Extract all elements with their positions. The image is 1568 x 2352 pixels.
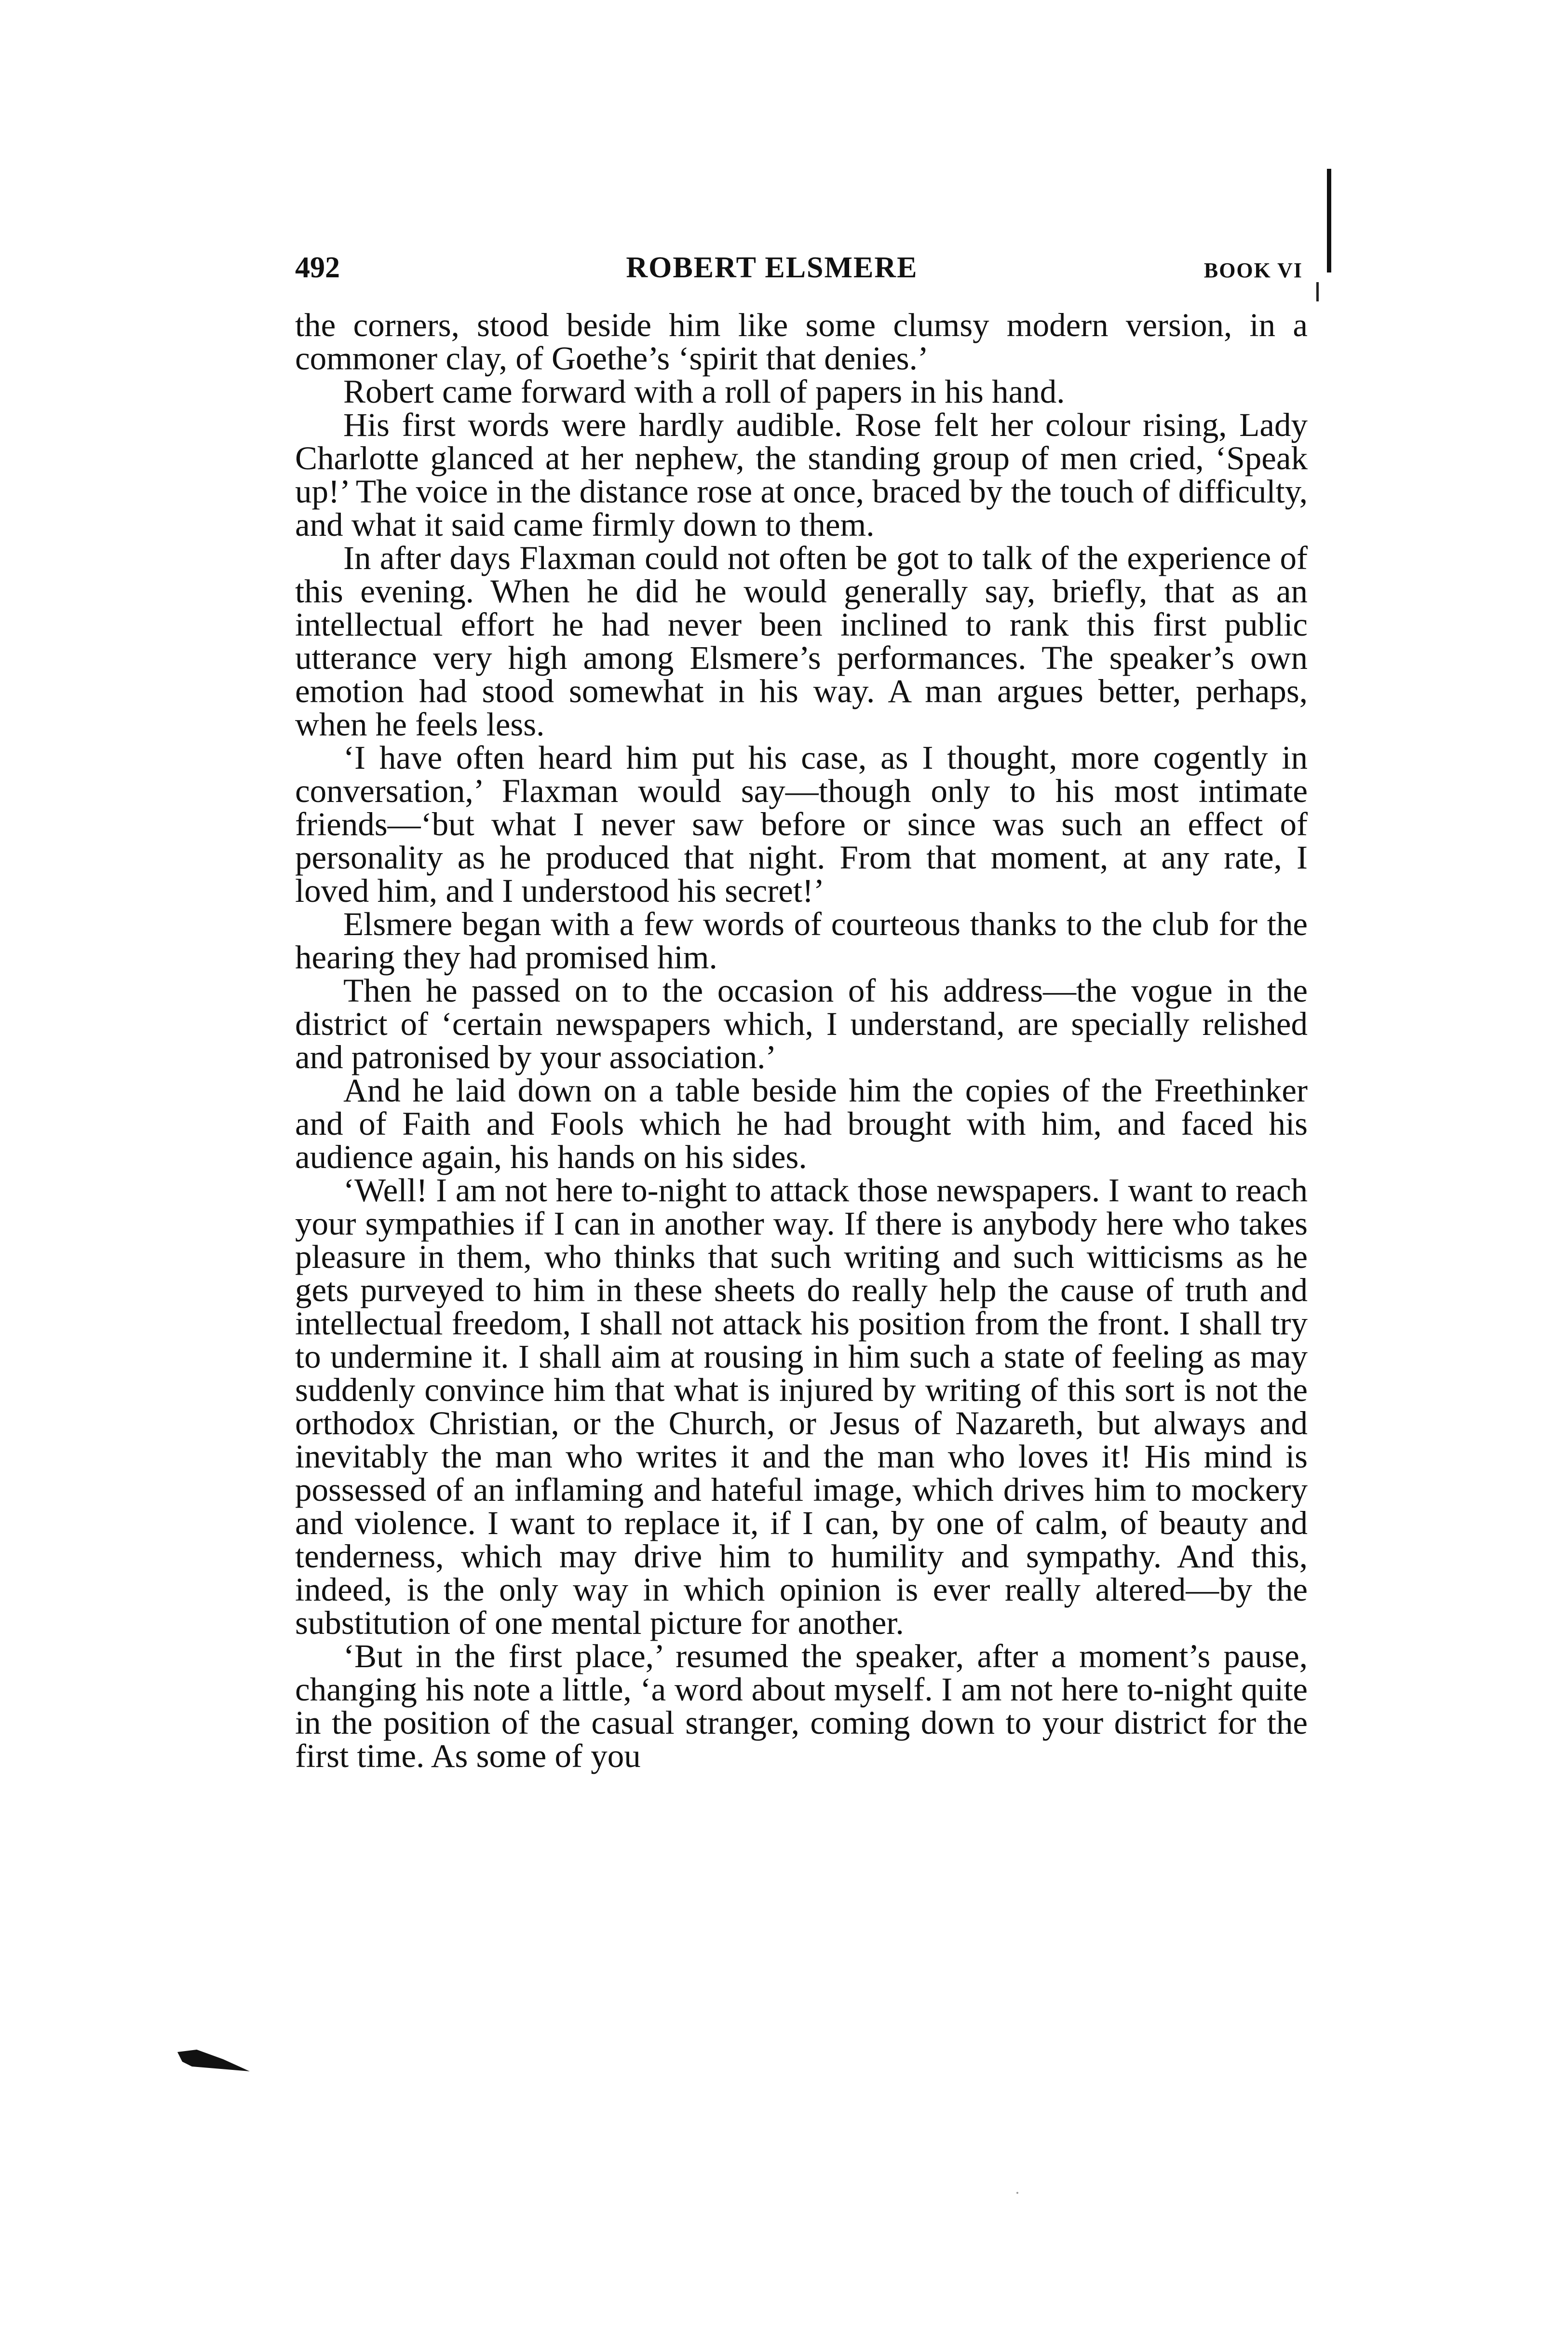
- book-section: BOOK VI: [1203, 258, 1303, 282]
- paragraph-9: ‘Well! I am not here to-night to attack those newspapers. I want to reach your sympathies if I can in another way. If there is anybody here who takes pleasure in them, who thinks that such writing and such witticisms as he gets purveyed to him in these sheets do really help the cause of truth and intellectual freedom, I shall not attack his position from the front. I shall try to undermine it. I shall aim at rousing in him such a state of feeling as may suddenly convince him that what is injured by writing of this sort is not the orthodox Christian, or the Church, or Jesus of Nazareth, but always and inevitably the man who writes it and the man who loves it! His mind is possessed of an inflaming and hateful image, which drives him to mockery and violence. I want to replace it, if I can, by one of calm, of beauty and tenderness, which may drive him to humility and sympathy. And this, indeed, is the only way in which opinion is ever really altered—by the substitution of one mental picture for another.: [295, 1172, 1308, 1641]
- paragraph-5: ‘I have often heard him put his case, as I thought, more cogently in conversation,’ Flaxman would say—though only to his most intimate friends—‘but what I never saw before or since was such an effect of personality as he produced that night. From that moment, at any rate, I loved him, and I understood his secret!’: [295, 739, 1308, 909]
- paragraph-8: And he laid down on a table beside him the copies of the Freethinker and of Faith and Fools which he had brought with him, and faced his audience again, his hands on his sides.: [295, 1072, 1308, 1175]
- book-title: ROBERT ELSMERE: [626, 251, 918, 284]
- body-text: [295, 309, 1308, 1773]
- scan-speck: [1016, 2192, 1018, 2194]
- paragraph-3: His first words were hardly audible. Rose felt her colour rising, Lady Charlotte glanced at her nephew, the standing group of men cried, ‘Speak up!’ The voice in the distance rose at once, braced by the touch of difficulty, and what it said came firmly down to them.: [295, 407, 1308, 543]
- scan-edge-mark-small: [1316, 282, 1319, 301]
- scan-edge-mark: [1327, 169, 1331, 272]
- paragraph-4: In after days Flaxman could not often be got to talk of the experience of this evening. When he did he would generally say, briefly, that as an intellectual effort he had never been inclined to rank this first public utterance very high among Elsmere’s performances. The speaker’s own emotion had stood somewhat in his way. A man argues better, perhaps, when he feels less.: [295, 540, 1308, 743]
- paragraph-1: the corners, stood beside him like some clumsy modern version, in a commoner clay, of Goethe’s ‘spirit that denies.’: [295, 307, 1308, 377]
- pointing-hand-icon: [177, 2050, 250, 2074]
- paragraph-2: Robert came forward with a roll of papers in his hand.: [343, 373, 1065, 410]
- page-number: 492: [295, 251, 340, 284]
- running-head: [295, 251, 1303, 289]
- paragraph-6: Elsmere began with a few words of courteous thanks to the club for the hearing they had promised him.: [295, 906, 1308, 976]
- paragraph-10: ‘But in the first place,’ resumed the speaker, after a moment’s pause, changing his note a little, ‘a word about myself. I am not here to-night quite in the position of the casual stranger, coming down to your district for the first time. As some of you: [295, 1638, 1308, 1774]
- paragraph-7: Then he passed on to the occasion of his address—the vogue in the district of ‘certain newspapers which, I understand, are specially relished and patronised by your association.’: [295, 972, 1308, 1075]
